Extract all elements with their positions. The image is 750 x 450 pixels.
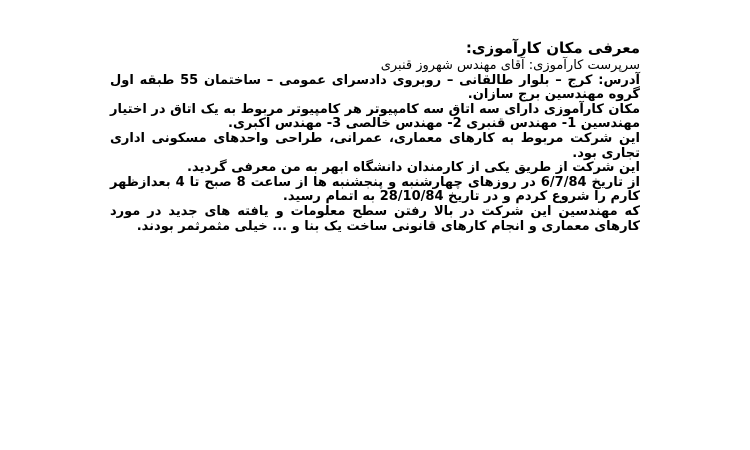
paragraph-address: آدرس: کرج – بلوار طالقانی – روبروی دادسرای عمومی – ساختمان 55 طبقه اول گروه مهندسین برج سازان.	[110, 72, 640, 103]
paragraph-company-work: این شرکت مربوط به کارهای معماری، عمرانی، طراحی واحدهای مسکونی اداری تجاری بود.	[110, 130, 640, 161]
document-title: معرفی مکان کارآموزی:	[465, 39, 640, 57]
paragraph-conclusion: که مهندسین این شرکت در بالا رفتن سطح معلومات و یافته های جدید در مورد کارهای معماری و انجام کارهای قانونی ساخت یک بنا و ... خیلی مثمرثمر بودند.	[110, 203, 640, 234]
document-page	[110, 38, 640, 234]
paragraph-dates: از تاریخ 6/7/84 در روزهای چهارشنبه و پنجشنبه ها از ساعت 8 صبح تا 4 بعدازظهر کارم را شروع کردم و در تاریخ 28/10/84 به اتمام رسید.	[110, 174, 640, 205]
paragraph-supervisor: سرپرست کارآموزی: آقای مهندس شهروز قنبری	[380, 58, 640, 73]
paragraph-introduction: این شرکت از طریق یکی از کارمندان دانشگاه ابهر به من معرفی گردید.	[187, 160, 640, 176]
paragraph-rooms: مکان کارآموزی دارای سه اتاق سه کامپیوتر هر کامپیوتر مربوط به یک اتاق در اختیار مهندسین 1- مهندس قنبری 2- مهندس خالصی 3- مهندس اکبری.	[110, 101, 640, 132]
